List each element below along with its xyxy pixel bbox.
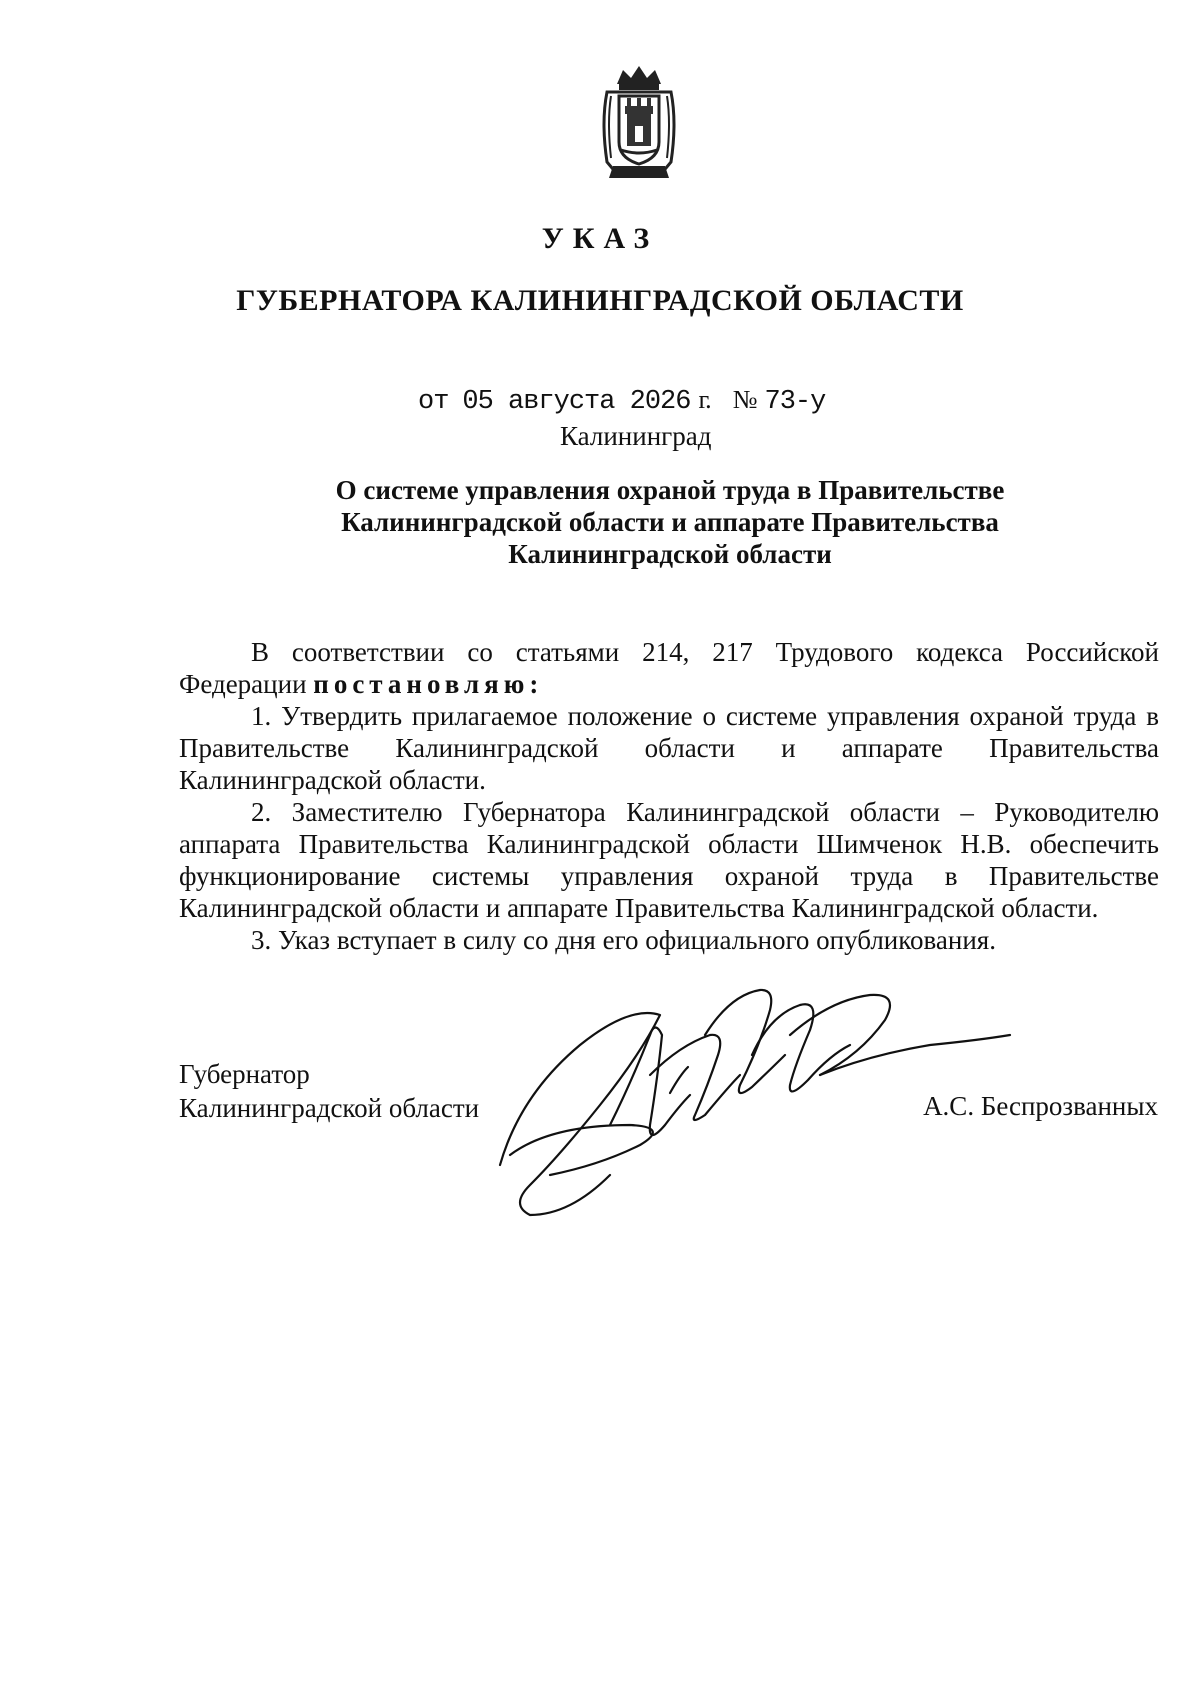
coat-of-arms-icon — [597, 62, 681, 182]
position-line: Калининградской области — [179, 1093, 480, 1123]
issuer-title: ГУБЕРНАТОРА КАЛИНИНГРАДСКОЙ ОБЛАСТИ — [236, 284, 964, 317]
year-suffix: г. — [698, 385, 711, 414]
document-type: УКАЗ — [541, 222, 659, 255]
decree-number: 73-у — [764, 387, 826, 417]
number-sign: № — [732, 385, 757, 414]
date-prefix: от — [418, 387, 449, 417]
position-line: Губернатор — [179, 1059, 310, 1089]
decree-body — [179, 636, 1159, 956]
decree-verb: постановляю: — [313, 669, 544, 699]
item-1: 1. Утвердить прилагаемое положение о системе управления охраной труда в Правительстве Калининградской области и аппарате Правительства Калининградской области. — [179, 701, 1159, 795]
intro-text: В соответствии со статьями 214, 217 Трудового кодекса Российской Федерации — [179, 637, 1159, 699]
item-2: 2. Заместителю Губернатора Калининградской области – Руководителю аппарата Правительства Калининградской области Шимченок Н.В. обеспечить функционирование системы управления охраной труда в Правительстве Калининградской области и аппарате Правительства Калининградской области. — [179, 797, 1159, 923]
subject-line: Калининградской области и аппарате Правительства — [341, 507, 999, 537]
date-and-number — [418, 385, 825, 417]
decree-subject — [260, 474, 1080, 570]
signatory-position — [179, 1057, 479, 1125]
item-3: 3. Указ вступает в силу со дня его официального опубликования. — [251, 925, 996, 955]
city-name: Калининград — [560, 421, 712, 451]
subject-line: Калининградской области — [508, 539, 832, 569]
signatory-name: А.С. Беспрозванных — [923, 1091, 1158, 1121]
intro-paragraph — [179, 636, 1159, 700]
subject-line: О системе управления охраной труда в Правительстве — [335, 475, 1005, 505]
decree-date: 05 августа 2026 — [462, 387, 691, 417]
